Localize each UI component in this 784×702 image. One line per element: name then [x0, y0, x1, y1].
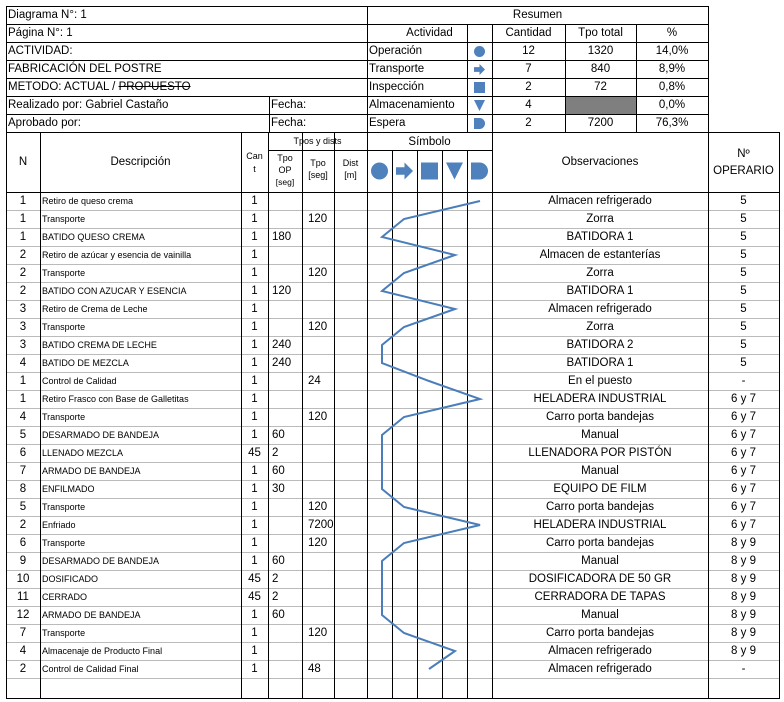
col-dist: [m] — [344, 170, 357, 180]
row-cant: 1 — [251, 231, 258, 243]
row-n: 1 — [19, 393, 27, 405]
summary-qty: 12 — [522, 45, 535, 57]
row-cant: 1 — [251, 393, 258, 405]
row-observation: BATIDORA 1 — [566, 285, 634, 297]
row-description: Control de Calidad — [42, 376, 117, 386]
row-n: 4 — [19, 357, 27, 369]
row-operator: 5 — [740, 231, 747, 243]
col-observations: Observaciones — [561, 156, 639, 168]
row-n: 2 — [19, 663, 27, 675]
row-dist — [334, 355, 367, 372]
grid-line — [392, 150, 393, 699]
row-tpo — [308, 607, 334, 624]
row-description: Transporte — [42, 214, 86, 224]
grid-line — [367, 132, 368, 699]
row-operator: 5 — [740, 339, 747, 351]
arrow-icon — [474, 64, 485, 75]
page-number: Página N°: 1 — [8, 27, 73, 39]
col-tpo: [seg] — [308, 170, 328, 180]
row-n: 7 — [19, 627, 27, 639]
row-n: 1 — [19, 231, 27, 243]
row-cant: 1 — [251, 555, 258, 567]
grid-line — [6, 678, 780, 679]
row-cant: 45 — [248, 573, 261, 585]
row-operator: 5 — [740, 249, 747, 261]
row-n: 10 — [16, 573, 30, 585]
row-operator: 6 y 7 — [731, 429, 756, 441]
grid-line — [6, 6, 7, 133]
row-observation: BATIDORA 1 — [566, 231, 634, 243]
row-dist — [334, 445, 367, 462]
grid-line — [779, 132, 780, 699]
row-cant: 1 — [251, 519, 258, 531]
summary-qty: 7 — [525, 63, 532, 75]
summary-pct: 14,0% — [655, 45, 689, 57]
activity-label: ACTIVIDAD: — [8, 45, 73, 57]
summary-time: 1320 — [587, 45, 614, 57]
row-cant: 1 — [251, 645, 258, 657]
col-tpo-op: [seg] — [275, 177, 295, 187]
row-cant: 1 — [251, 267, 258, 279]
row-dist — [334, 391, 367, 408]
row-cant: 1 — [251, 339, 258, 351]
row-tpo-op: 60 — [272, 465, 285, 477]
made-by: Realizado por: Gabriel Castaño — [8, 99, 169, 111]
date-label: Fecha: — [271, 117, 307, 129]
row-operator: 8 y 9 — [731, 591, 756, 603]
row-observation: Zorra — [586, 213, 614, 225]
row-description: BATIDO CREMA DE LECHE — [42, 340, 157, 350]
row-n: 2 — [19, 267, 27, 279]
col-operator: OPERARIO — [713, 165, 774, 177]
row-description: BATIDO CON AZUCAR Y ESENCIA — [42, 286, 187, 296]
row-tpo-op — [272, 499, 302, 516]
summary-activity-name: Inspección — [369, 81, 424, 93]
grid-line — [442, 150, 443, 699]
row-tpo: 120 — [308, 213, 328, 225]
arrow-icon — [396, 163, 413, 180]
col-dist: Dist — [342, 158, 359, 168]
row-operator: 6 y 7 — [731, 465, 756, 477]
row-dist — [334, 553, 367, 570]
row-description: Almacenaje de Producto Final — [42, 646, 163, 656]
row-operator: - — [741, 375, 746, 387]
row-observation: Carro porta bandejas — [545, 627, 655, 639]
row-tpo-op — [272, 625, 302, 642]
date-label: Fecha: — [271, 99, 307, 111]
row-dist — [334, 499, 367, 516]
row-n: 3 — [19, 303, 27, 315]
row-observation: Manual — [581, 465, 619, 477]
row-n: 9 — [19, 555, 27, 567]
row-description: CERRADO — [42, 592, 88, 602]
row-cant: 1 — [251, 663, 258, 675]
summary-time-empty — [566, 97, 636, 114]
row-n: 3 — [19, 321, 27, 333]
row-dist — [334, 301, 367, 318]
row-tpo: 48 — [308, 663, 321, 675]
summary-col-time: Tpo total — [578, 27, 623, 39]
grid-line — [467, 150, 468, 699]
row-cant: 1 — [251, 357, 258, 369]
row-tpo-op: 60 — [272, 555, 285, 567]
row-n: 4 — [19, 645, 27, 657]
row-observation: DOSIFICADORA DE 50 GR — [528, 573, 672, 585]
row-dist — [334, 661, 367, 678]
summary-title: Resumen — [512, 9, 563, 21]
row-tpo — [308, 193, 334, 210]
row-n: 1 — [19, 213, 27, 225]
row-observation: BATIDORA 2 — [566, 339, 634, 351]
row-tpo-op — [272, 265, 302, 282]
row-cant: 1 — [251, 609, 258, 621]
row-operator: 6 y 7 — [731, 411, 756, 423]
row-tpo — [308, 643, 334, 660]
row-tpo-op — [272, 373, 302, 390]
row-description: DOSIFICADO — [42, 574, 99, 584]
grid-line — [708, 6, 709, 133]
row-tpo: 24 — [308, 375, 321, 387]
row-observation: Manual — [581, 609, 619, 621]
row-tpo-op: 2 — [272, 573, 279, 585]
summary-pct: 0,8% — [658, 81, 686, 93]
row-description: Retiro Frasco con Base de Galletitas — [42, 394, 189, 404]
row-tpo — [308, 553, 334, 570]
row-operator: 8 y 9 — [731, 573, 756, 585]
row-cant: 1 — [251, 627, 258, 639]
row-tpo — [308, 229, 334, 246]
row-tpo-op: 60 — [272, 609, 285, 621]
row-n: 6 — [19, 447, 27, 459]
row-description: Transporte — [42, 268, 86, 278]
summary-time: 72 — [594, 81, 607, 93]
row-cant: 1 — [251, 321, 258, 333]
row-operator: 5 — [740, 285, 747, 297]
row-n: 2 — [19, 285, 27, 297]
row-tpo: 7200 — [308, 519, 334, 531]
row-operator: 5 — [740, 357, 747, 369]
method-label — [8, 79, 308, 96]
grid-line — [40, 132, 41, 699]
row-n: 2 — [19, 249, 27, 261]
method-proposed-struck: PROPUESTO — [118, 81, 191, 93]
row-cant: 1 — [251, 483, 258, 495]
row-dist — [334, 463, 367, 480]
col-operator: Nº — [737, 148, 750, 160]
row-dist — [334, 337, 367, 354]
row-description: Transporte — [42, 502, 86, 512]
row-tpo-op: 2 — [272, 447, 279, 459]
row-tpo-op: 30 — [272, 483, 285, 495]
row-operator: 6 y 7 — [731, 393, 756, 405]
summary-time: 7200 — [587, 117, 614, 129]
row-tpo: 120 — [308, 267, 328, 279]
row-tpo — [308, 463, 334, 480]
row-tpo-op — [272, 643, 302, 660]
row-dist — [334, 589, 367, 606]
grid-line — [268, 150, 368, 151]
triangle-icon — [474, 100, 485, 111]
row-observation: HELADERA INDUSTRIAL — [533, 519, 667, 531]
row-observation: EQUIPO DE FILM — [553, 483, 647, 495]
row-description: Transporte — [42, 322, 86, 332]
d-shape-icon — [474, 118, 485, 129]
row-cant: 1 — [251, 411, 258, 423]
d-shape-icon — [471, 163, 488, 180]
row-tpo: 120 — [308, 411, 328, 423]
row-operator: 6 y 7 — [731, 519, 756, 531]
row-tpo — [308, 427, 334, 444]
row-operator: 5 — [740, 321, 747, 333]
flow-line — [382, 201, 480, 669]
summary-qty: 2 — [525, 117, 532, 129]
row-observation: Almacen refrigerado — [548, 303, 652, 315]
row-tpo — [308, 301, 334, 318]
row-description: ARMADO DE BANDEJA — [42, 610, 141, 620]
row-tpo-op — [272, 391, 302, 408]
row-n: 7 — [19, 465, 27, 477]
row-tpo — [308, 589, 334, 606]
row-n: 1 — [19, 375, 27, 387]
row-tpo-op: 240 — [272, 357, 292, 369]
row-operator: 8 y 9 — [731, 627, 756, 639]
summary-qty: 2 — [525, 81, 532, 93]
row-n: 11 — [17, 591, 29, 603]
summary-activity-name: Operación — [369, 45, 423, 57]
col-description: Descripción — [110, 156, 171, 168]
row-n: 5 — [19, 501, 27, 513]
row-n: 2 — [19, 519, 27, 531]
col-cant: t — [253, 164, 256, 174]
row-dist — [334, 211, 367, 228]
summary-pct: 76,3% — [655, 117, 689, 129]
col-symbol: Símbolo — [408, 136, 451, 148]
col-tpo-op: Tpo — [277, 153, 293, 163]
triangle-icon — [446, 163, 463, 180]
row-cant: 1 — [251, 375, 258, 387]
row-tpo — [308, 391, 334, 408]
row-observation: BATIDORA 1 — [566, 357, 634, 369]
row-cant: 1 — [251, 303, 258, 315]
row-n: 8 — [19, 483, 27, 495]
row-description: Transporte — [42, 628, 86, 638]
summary-qty: 4 — [525, 99, 532, 111]
row-observation: Almacen refrigerado — [548, 195, 652, 207]
row-dist — [334, 283, 367, 300]
row-tpo-op — [272, 211, 302, 228]
row-operator: 8 y 9 — [731, 609, 756, 621]
row-tpo — [308, 247, 334, 264]
row-dist — [334, 517, 367, 534]
row-dist — [334, 319, 367, 336]
square-icon — [474, 82, 485, 93]
row-cant: 45 — [248, 591, 261, 603]
row-observation: Almacen refrigerado — [548, 663, 652, 675]
row-n: 1 — [19, 195, 27, 207]
row-tpo-op: 2 — [272, 591, 279, 603]
row-observation: En el puesto — [568, 375, 632, 387]
summary-activity-name: Almacenamiento — [369, 99, 455, 111]
col-tpo-op: OP — [278, 165, 292, 175]
row-description: Transporte — [42, 538, 86, 548]
summary-pct: 0,0% — [658, 99, 686, 111]
row-dist — [334, 409, 367, 426]
row-observation: Carro porta bandejas — [545, 537, 655, 549]
row-dist — [334, 229, 367, 246]
row-cant: 1 — [251, 195, 258, 207]
row-dist — [334, 247, 367, 264]
row-observation: LLENADORA POR PISTÓN — [528, 447, 672, 459]
row-tpo — [308, 355, 334, 372]
row-dist — [334, 571, 367, 588]
row-cant: 1 — [251, 213, 258, 225]
row-tpo-op — [272, 661, 302, 678]
row-description: Enfriado — [42, 520, 76, 530]
row-observation: Zorra — [586, 267, 614, 279]
row-description: Control de Calidad Final — [42, 664, 139, 674]
summary-pct: 8,9% — [658, 63, 686, 75]
row-observation: CERRADORA DE TAPAS — [534, 591, 666, 603]
row-tpo: 120 — [308, 501, 328, 513]
row-n: 6 — [19, 537, 27, 549]
row-tpo — [308, 481, 334, 498]
grid-line — [6, 698, 780, 699]
row-tpo-op — [272, 301, 302, 318]
row-operator: 6 y 7 — [731, 447, 756, 459]
col-group-tpos: Tpos y dists — [293, 136, 342, 146]
row-n: 12 — [16, 609, 30, 621]
row-operator: 8 y 9 — [731, 555, 756, 567]
row-tpo-op — [272, 535, 302, 552]
square-icon — [421, 163, 438, 180]
grid-line — [268, 132, 269, 699]
row-dist — [334, 643, 367, 660]
summary-col-pct: % — [666, 27, 678, 39]
grid-line — [417, 150, 418, 699]
summary-time: 840 — [590, 63, 611, 75]
row-tpo-op: 240 — [272, 339, 292, 351]
summary-col-activity: Actividad — [406, 27, 453, 39]
row-dist — [334, 535, 367, 552]
row-description: Retiro de Crema de Leche — [42, 304, 148, 314]
row-n: 4 — [19, 411, 27, 423]
row-tpo-op — [272, 193, 302, 210]
row-n: 3 — [19, 339, 27, 351]
row-cant: 45 — [248, 447, 261, 459]
row-description: ENFILMADO — [42, 484, 95, 494]
row-tpo: 120 — [308, 627, 328, 639]
circle-icon — [371, 163, 388, 180]
circle-icon — [474, 46, 485, 57]
row-tpo-op — [272, 409, 302, 426]
summary-col-qty: Cantidad — [505, 27, 552, 39]
row-description: BATIDO DE MEZCLA — [42, 358, 129, 368]
row-dist — [334, 481, 367, 498]
summary-activity-name: Transporte — [369, 63, 425, 75]
row-cant: 1 — [251, 465, 258, 477]
row-tpo-op — [272, 247, 302, 264]
row-dist — [334, 193, 367, 210]
row-operator: 5 — [740, 267, 747, 279]
row-description: Retiro de azúcar y esencia de vainilla — [42, 250, 192, 260]
row-tpo — [308, 337, 334, 354]
row-tpo-op — [272, 319, 302, 336]
row-dist — [334, 607, 367, 624]
row-tpo-op: 60 — [272, 429, 285, 441]
row-operator: 5 — [740, 213, 747, 225]
row-description: LLENADO MEZCLA — [42, 448, 124, 458]
row-dist — [334, 625, 367, 642]
grid-line — [367, 150, 493, 151]
row-observation: Almacen de estanterías — [539, 249, 661, 261]
row-tpo — [308, 445, 334, 462]
row-operator: 6 y 7 — [731, 483, 756, 495]
row-operator: 8 y 9 — [731, 645, 756, 657]
row-dist — [334, 265, 367, 282]
row-operator: 6 y 7 — [731, 501, 756, 513]
row-cant: 1 — [251, 501, 258, 513]
row-tpo — [308, 571, 334, 588]
row-n: 5 — [19, 429, 27, 441]
row-observation: Manual — [581, 555, 619, 567]
row-description: Retiro de queso crema — [42, 196, 134, 206]
activity-value: FABRICACIÓN DEL POSTRE — [8, 63, 162, 75]
row-operator: 5 — [740, 303, 747, 315]
row-tpo: 120 — [308, 537, 328, 549]
row-operator: 8 y 9 — [731, 537, 756, 549]
row-tpo-op: 180 — [272, 231, 292, 243]
row-operator: 5 — [740, 195, 747, 207]
row-description: DESARMADO DE BANDEJA — [42, 556, 160, 566]
row-tpo — [308, 283, 334, 300]
row-observation: Zorra — [586, 321, 614, 333]
approved-by: Aprobado por: — [8, 117, 81, 129]
row-cant: 1 — [251, 537, 258, 549]
col-n: N — [18, 156, 28, 168]
row-dist — [334, 373, 367, 390]
col-tpo: Tpo — [310, 158, 326, 168]
row-cant: 1 — [251, 249, 258, 261]
grid-line — [269, 96, 270, 133]
row-description: DESARMADO DE BANDEJA — [42, 430, 160, 440]
row-cant: 1 — [251, 285, 258, 297]
row-dist — [334, 427, 367, 444]
diagram-number: Diagrama N°: 1 — [8, 9, 87, 21]
row-tpo-op — [272, 517, 302, 534]
col-cant: Can — [246, 151, 263, 161]
row-description: Transporte — [42, 412, 86, 422]
summary-activity-name: Espera — [369, 117, 406, 129]
row-tpo-op: 120 — [272, 285, 292, 297]
row-observation: Carro porta bandejas — [545, 411, 655, 423]
row-observation: Almacen refrigerado — [548, 645, 652, 657]
row-description: BATIDO QUESO CREMA — [42, 232, 145, 242]
row-observation: HELADERA INDUSTRIAL — [533, 393, 667, 405]
row-observation: Carro porta bandejas — [545, 501, 655, 513]
row-tpo: 120 — [308, 321, 328, 333]
method-current: METODO: ACTUAL / — [8, 81, 119, 93]
row-operator: - — [741, 663, 746, 675]
row-observation: Manual — [581, 429, 619, 441]
row-description: ARMADO DE BANDEJA — [42, 466, 141, 476]
row-cant: 1 — [251, 429, 258, 441]
grid-line — [302, 132, 303, 699]
